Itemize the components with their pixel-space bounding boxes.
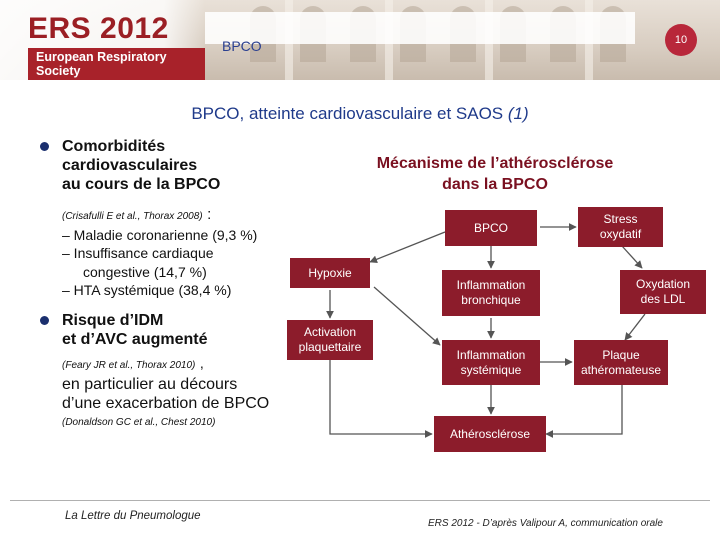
box-inflammation-bronchique-line: bronchique [461,293,521,307]
arrow-hypoxie-inflammation [374,287,440,345]
bullet1-item: – HTA systémique (38,4 %) [62,282,232,298]
bullet1-reference-colon: : [207,206,212,223]
box-inflammation-systemique-line: systémique [460,362,522,377]
footer-divider [10,500,710,501]
box-plaque-atheromateuse [574,340,668,385]
arrow-bpco-hypoxie [370,232,445,262]
slide-title-suffix: (1) [507,104,529,123]
box-stress-oxydatif [578,207,663,247]
box-bpco-label: BPCO [473,220,508,235]
bullet2-line: Risque d’IDM [62,312,164,329]
slide-title-main: BPCO, atteinte cardiovasculaire et SAOS [191,104,504,123]
box-activation-plaquettaire [287,320,373,360]
box-oxydation-line: Oxydation [635,277,691,291]
box-inflammation-bronchique-line: Inflammation [456,278,526,292]
box-atherosclerose [434,416,546,452]
bullet2-reference: (Feary JR et al., Thorax 2010) [62,360,196,371]
box-stress-line: Stress [603,212,638,226]
bullet1-reference: (Crisafulli E et al., Thorax 2008) [62,211,203,222]
arrow-stress-oxydation [622,246,642,268]
logo-subtitle: European Respiratory Society [28,48,205,80]
diagram-title-line: dans la BPCO [442,176,548,193]
footer-source: ERS 2012 - D’après Valipour A, communication orale [428,518,663,529]
bullet1-item: congestive (14,7 %) [83,264,207,280]
diagram-title-line: Mécanisme de l’athérosclérose [376,155,614,172]
bullet1-item: – Insuffisance cardiaque [62,245,214,261]
box-hypoxie [290,258,370,288]
bullet2-line: et d’AVC augmenté [62,331,208,348]
box-inflammation-systemique [442,340,540,385]
footer-journal: La Lettre du Pneumologue [65,510,201,522]
bullet1-line: cardiovasculaires [62,157,198,174]
bullet2-reference-comma: , [199,355,204,371]
box-inflammation-bronchique [442,270,540,316]
bullet2-continuation-line: en particulier au décours [62,376,238,393]
box-activation-line: plaquettaire [298,340,362,354]
arrow-activation-atherosclerose [330,360,432,434]
box-inflammation-systemique-line: Inflammation [456,347,526,362]
box-plaque-line: athéromateuse [580,362,662,377]
bullet2-continuation-line: d’une exacerbation de BPCO [62,395,270,412]
section-label: BPCO [222,38,262,54]
bullet1-item: – Maladie coronarienne (9,3 %) [62,227,258,243]
bullet1-line: au cours de la BPCO [62,176,221,193]
box-hypoxie-label: Hypoxie [308,265,352,280]
bullet2-reference2: (Donaldson GC et al., Chest 2010) [62,417,216,428]
logo-title: ERS 2012 [28,12,169,45]
box-plaque-line: Plaque [602,347,640,362]
box-activation-line: Activation [303,325,357,339]
box-atherosclerose-label: Athérosclérose [449,426,531,441]
arrow-plaque-atherosclerose [546,385,622,434]
box-bpco [445,210,537,246]
box-oxydation-ldl [620,270,706,314]
page-number-badge: 10 [665,24,697,56]
box-stress-line: oxydatif [599,227,642,241]
bullet1-line: Comorbidités [62,138,166,155]
box-oxydation-line: des LDL [640,292,686,306]
arrow-oxydation-plaque [625,314,645,340]
